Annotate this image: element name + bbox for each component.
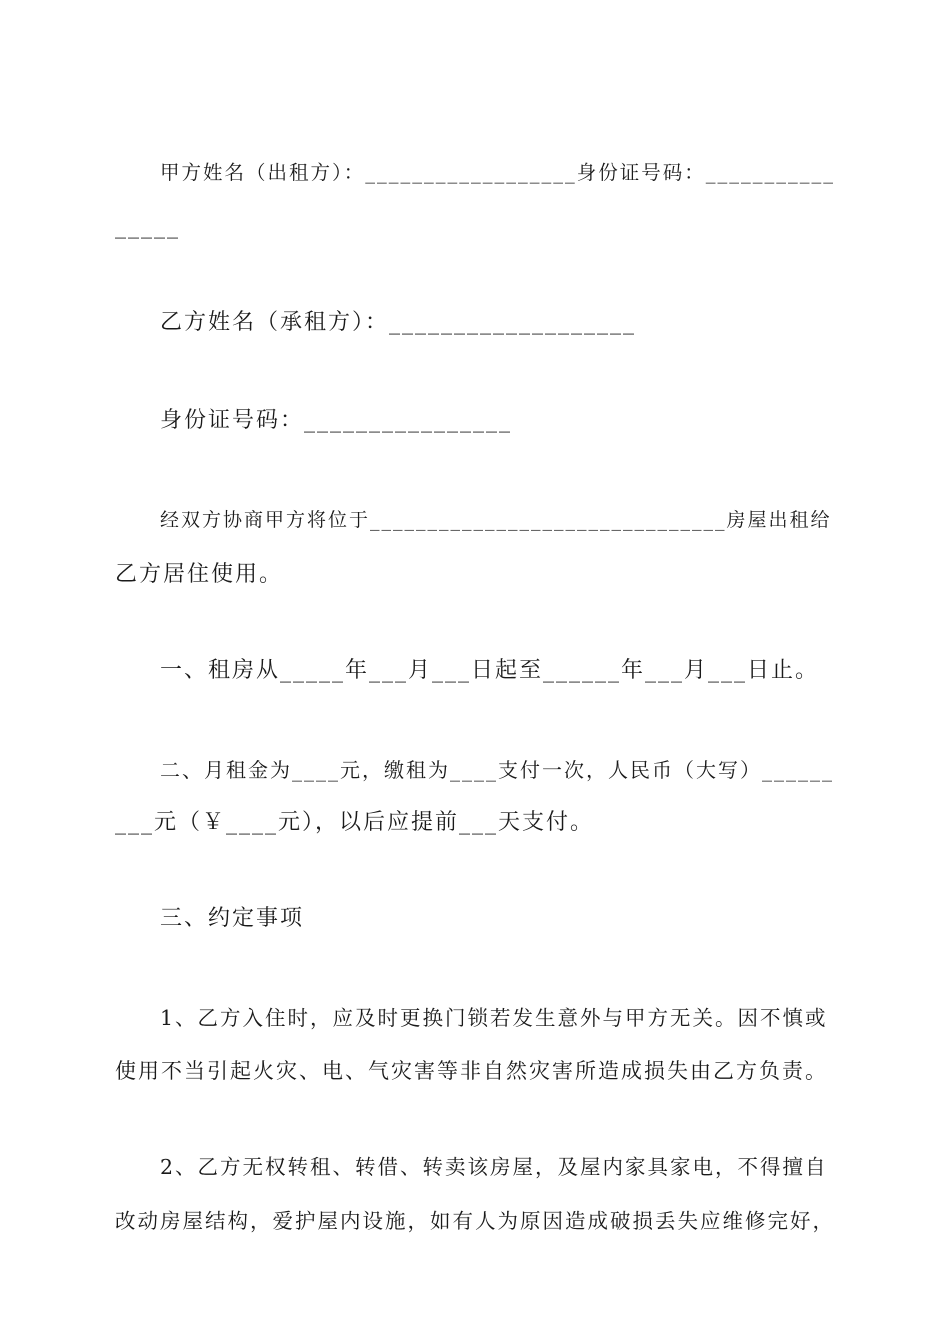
rent-clause-continuation: ___元（￥____元），以后应提前___天支付。 (115, 810, 595, 835)
party-b-line: 乙方姓名（承租方）：___________________ (160, 310, 637, 335)
item-2-line-1: 2、乙方无权转租、转借、转卖该房屋，及屋内家具家电，不得擅自 (160, 1155, 828, 1179)
item-1-line-2: 使用不当引起火灾、电、气灾害等非自然灾害所造成损失由乙方负责。 (115, 1059, 828, 1083)
item-1-line-1: 1、乙方入住时，应及时更换门锁若发生意外与甲方无关。因不慎或 (160, 1006, 828, 1030)
property-location-line: 经双方协商甲方将位于_______________________________房屋出租给 (160, 509, 832, 531)
property-usage-line: 乙方居住使用。 (115, 562, 284, 587)
party-b-id-line: 身份证号码：________________ (160, 408, 513, 433)
rent-clause: 二、月租金为____元，缴租为____支付一次，人民币（大写）______ (160, 758, 834, 782)
party-a-line: 甲方姓名（出租方）：__________________身份证号码：___________ (160, 161, 836, 184)
lease-term-clause: 一、租房从_____年___月___日起至______年___月___日止。 (160, 658, 820, 683)
item-2-line-2: 改动房屋结构，爱护屋内设施，如有人为原因造成破损丢失应维修完好， (115, 1209, 835, 1233)
agreement-section-heading: 三、约定事项 (160, 906, 305, 931)
party-a-id-continuation: _____ (115, 214, 180, 239)
